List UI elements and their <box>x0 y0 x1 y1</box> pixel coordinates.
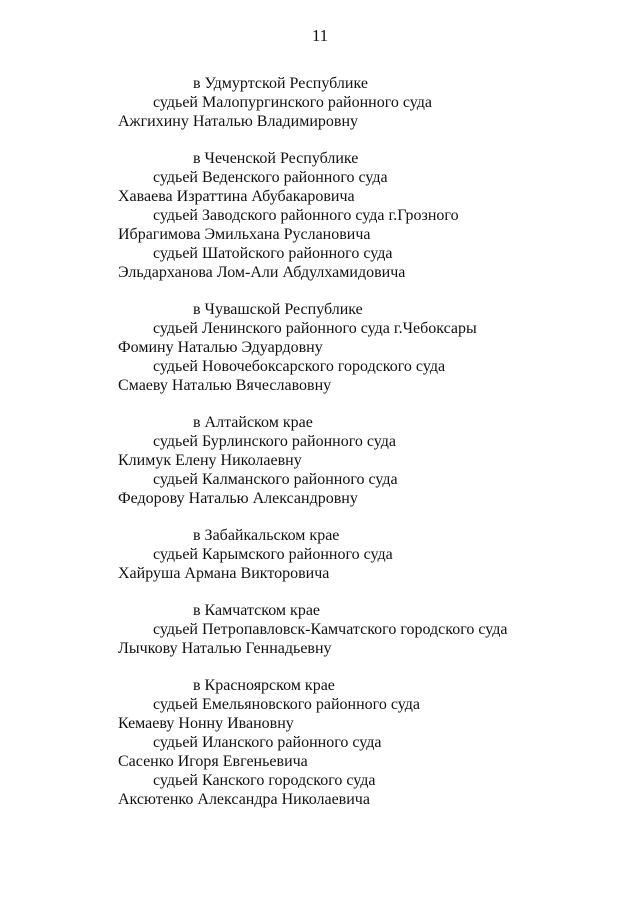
region-block <box>0 526 640 583</box>
court-position: судьей Калманского районного суда <box>153 471 398 488</box>
judge-name: Смаеву Наталью Вячеславовну <box>118 377 332 394</box>
region-heading: в Забайкальском крае <box>193 527 340 544</box>
court-position: судьей Новочебоксарского городского суда <box>153 358 446 375</box>
region-heading: в Красноярском крае <box>193 677 335 694</box>
court-position: судьей Емельяновского районного суда <box>153 696 420 713</box>
judge-name: Кемаеву Нонну Ивановну <box>118 715 294 732</box>
judge-name: Федорову Наталью Александровну <box>118 490 358 507</box>
judge-name: Эльдарханова Лом-Али Абдулхамидовича <box>118 264 406 281</box>
region-block <box>0 149 640 282</box>
court-position: судьей Канского городского суда <box>153 772 376 789</box>
judge-name: Фомину Наталью Эдуардовну <box>118 339 323 356</box>
court-position: судьей Малопургинского районного суда <box>153 94 432 111</box>
court-position: судьей Бурлинского районного суда <box>153 433 396 450</box>
court-position: судьей Петропавловск-Камчатского городского суда <box>153 621 508 638</box>
judge-name: Хайруша Армана Викторовича <box>118 565 330 582</box>
region-block <box>0 74 640 131</box>
judge-name: Климук Елену Николаевну <box>118 452 302 469</box>
region-heading: в Удмуртской Республике <box>193 75 368 92</box>
judge-name: Лычкову Наталью Геннадьевну <box>118 640 332 657</box>
court-position: судьей Шатойского районного суда <box>153 245 393 262</box>
judge-name: Аксютенко Александра Николаевича <box>118 791 370 808</box>
region-block <box>0 413 640 508</box>
region-heading: в Чеченской Республике <box>193 150 359 167</box>
document-body <box>0 74 640 827</box>
court-position: судьей Иланского районного суда <box>153 734 382 751</box>
court-position: судьей Карымского районного суда <box>153 546 393 563</box>
court-position: судьей Заводского районного суда г.Грозного <box>153 207 459 224</box>
region-heading: в Камчатском крае <box>193 602 321 619</box>
court-position: судьей Ленинского районного суда г.Чебоксары <box>153 320 477 337</box>
region-block <box>0 676 640 809</box>
page-number: 11 <box>311 26 329 45</box>
region-block <box>0 601 640 658</box>
judge-name: Ибрагимова Эмильхана Руслановича <box>118 226 371 243</box>
region-block <box>0 300 640 395</box>
region-heading: в Чувашской Республике <box>193 301 363 318</box>
court-position: судьей Веденского районного суда <box>153 169 388 186</box>
region-heading: в Алтайском крае <box>193 414 313 431</box>
judge-name: Ажгихину Наталью Владимировну <box>118 113 359 130</box>
judge-name: Сасенко Игоря Евгеньевича <box>118 753 308 770</box>
judge-name: Хаваева Израттина Абубакаровича <box>118 188 355 205</box>
